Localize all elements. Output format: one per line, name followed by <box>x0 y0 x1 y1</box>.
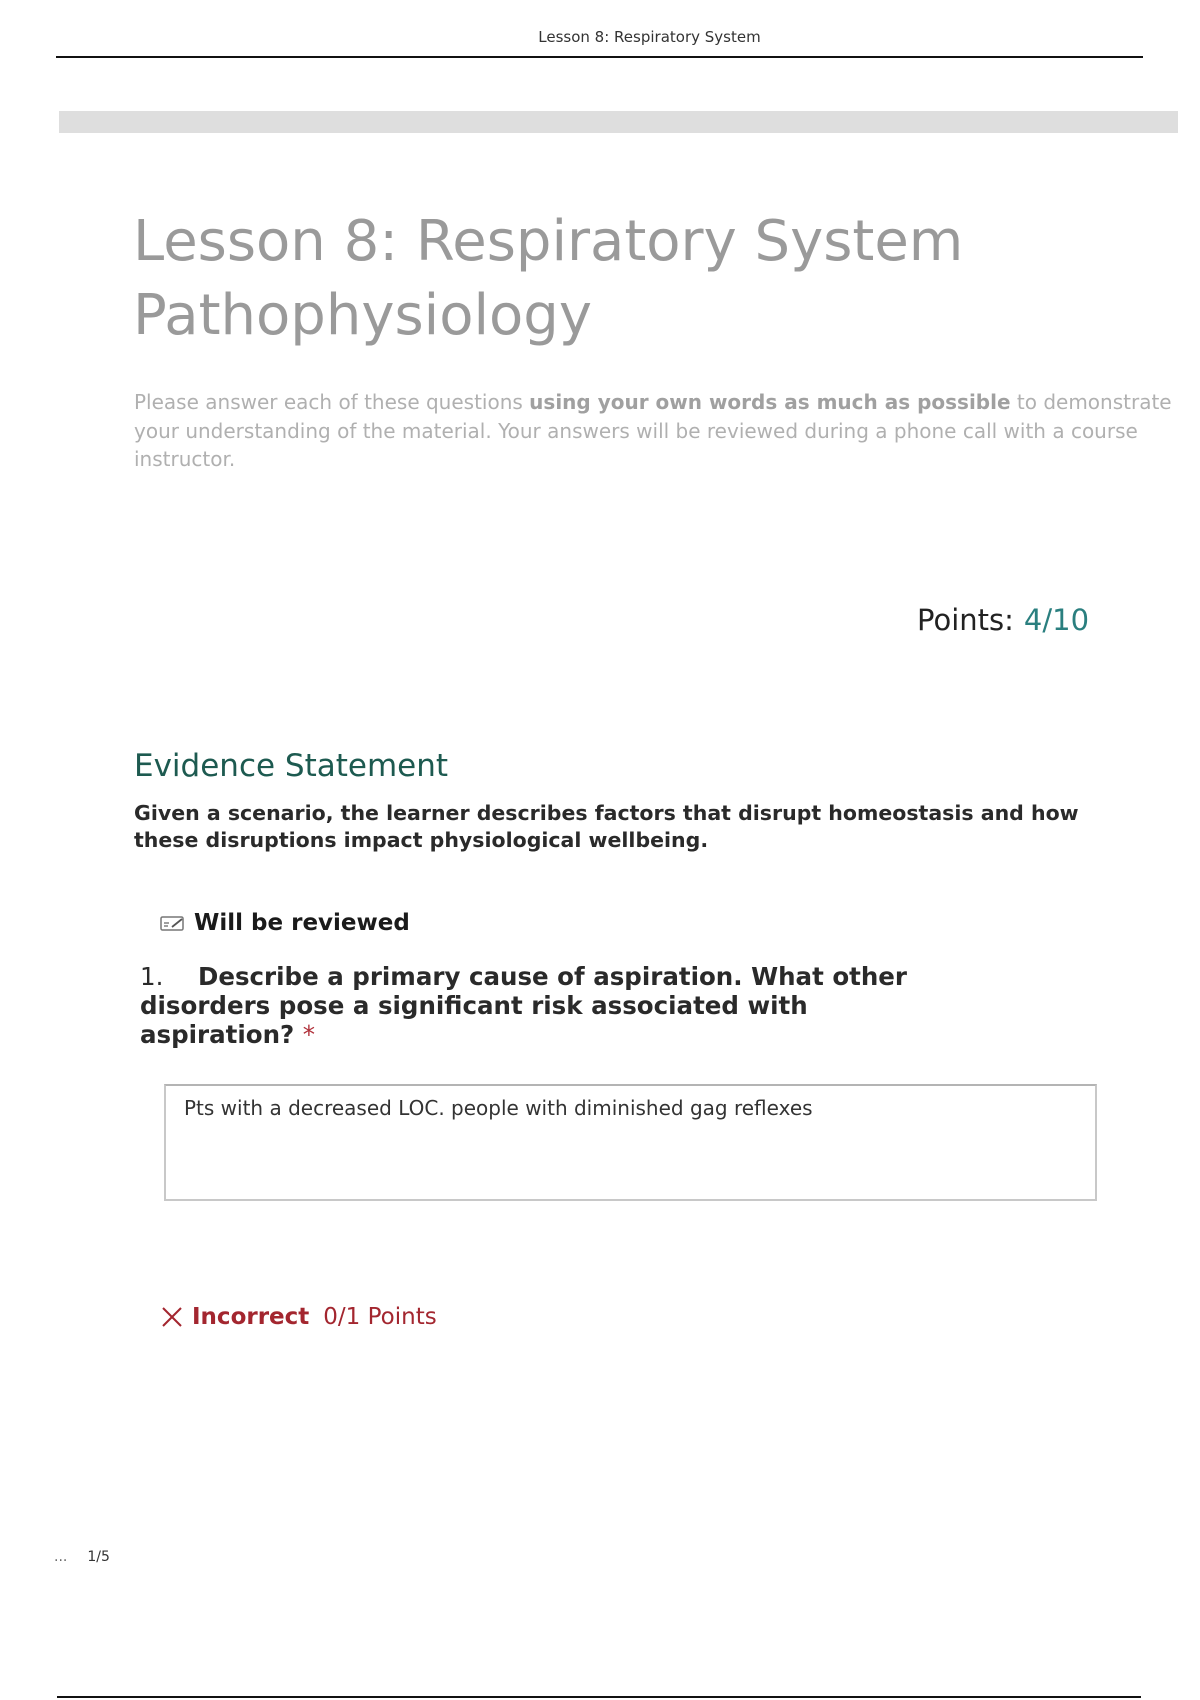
page-indicator <box>54 1549 110 1565</box>
page-header <box>56 26 1143 58</box>
footer-rule <box>57 1696 1141 1698</box>
review-flag <box>160 910 410 936</box>
evidence-heading: Evidence Statement <box>134 748 449 784</box>
question-1 <box>140 962 960 1049</box>
close-x-icon <box>160 1305 184 1329</box>
instructions-part-2: to demonstrate your understanding of the material. Your answers will be reviewed during a phone call with a course instructor. <box>134 390 1172 471</box>
lesson-title: Lesson 8: Respiratory System Pathophysiology <box>133 209 964 348</box>
header-band <box>59 111 1178 133</box>
page-number: 1/5 <box>87 1549 110 1565</box>
instructions-part-1: Please answer each of these questions <box>134 390 530 414</box>
instructions-text <box>134 388 1174 474</box>
required-marker: * <box>302 1020 316 1049</box>
grading-result <box>160 1304 437 1330</box>
result-status: Incorrect <box>192 1304 310 1330</box>
page-header-title: Lesson 8: Respiratory System <box>538 28 761 46</box>
question-text: Describe a primary cause of aspiration. What other disorders pose a significant risk associated with aspiration? <box>140 962 908 1049</box>
result-score: 0/1 Points <box>323 1304 437 1330</box>
review-ticket-icon <box>160 915 186 932</box>
instructions-emphasis: using your own words as much as possible <box>529 390 1011 414</box>
review-label: Will be reviewed <box>194 910 410 936</box>
points-label: Points: <box>917 603 1014 637</box>
points-value: 4/10 <box>1023 603 1090 637</box>
question-number: 1. <box>140 962 164 991</box>
answer-textarea[interactable] <box>164 1084 1097 1201</box>
points-total <box>917 603 1089 637</box>
pager-ellipsis: ... <box>54 1549 68 1565</box>
evidence-statement: Given a scenario, the learner describes factors that disrupt homeostasis and how these disruptions impact physiological wellbeing. <box>134 801 1079 852</box>
